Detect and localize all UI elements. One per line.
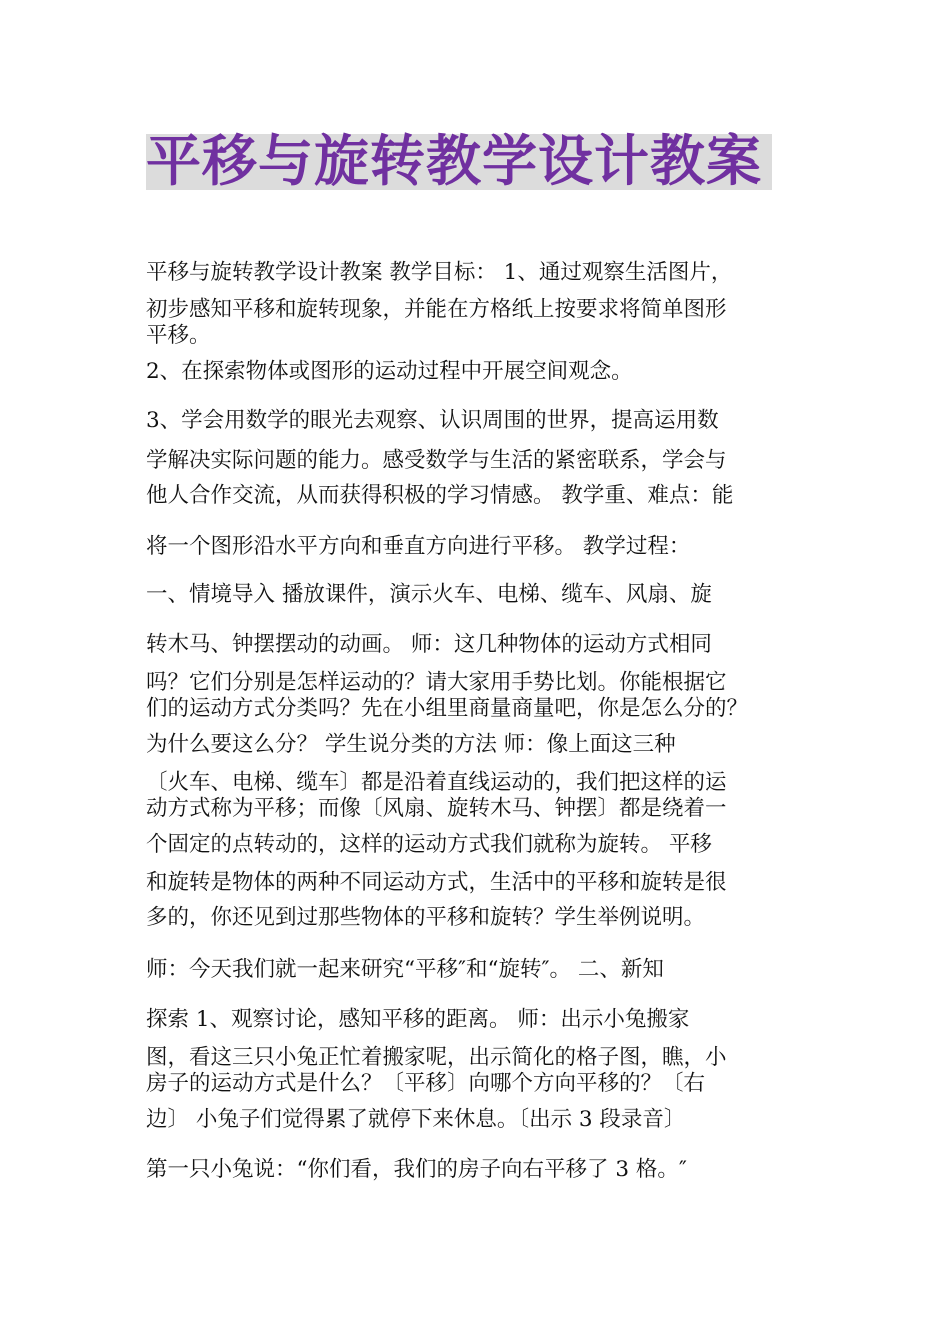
body-line-18: 多的，你还见到过那些物体的平移和旋转？学生举例说明。 (146, 905, 706, 930)
document-title: 平移与旋转教学设计教案 (146, 129, 763, 193)
body-line-8: 将一个图形沿水平方向和垂直方向进行平移。 教学过程： (146, 534, 691, 559)
body-line-17: 和旋转是物体的两种不同运动方式，生活中的平移和旋转是很 (146, 870, 727, 895)
body-line-14: 〔火车、电梯、缆车〕都是沿着直线运动的，我们把这样的运 (146, 770, 727, 795)
body-line-15: 动方式称为平移；而像〔风扇、旋转木马、钟摆〕都是绕着一 (146, 796, 727, 821)
body-line-19: 师：今天我们就一起来研究“平移″和“旋转″。 二、新知 (146, 957, 664, 982)
body-line-7: 他人合作交流，从而获得积极的学习情感。 教学重、难点：能 (146, 483, 734, 508)
body-line-9: 一、情境导入 播放课件，演示火车、电梯、缆车、风扇、旋 (146, 582, 712, 607)
body-line-1: 平移与旋转教学设计教案 教学目标： 1、通过观察生活图片， (146, 260, 733, 285)
body-line-6: 学解决实际问题的能力。感受数学与生活的紧密联系，学会与 (146, 448, 727, 473)
body-line-22: 房子的运动方式是什么？〔平移〕向哪个方向平移的？〔右 (146, 1071, 706, 1096)
body-line-11: 吗？它们分别是怎样运动的？请大家用手势比划。你能根据它 (146, 670, 727, 695)
body-line-12: 们的运动方式分类吗？先在小组里商量商量吧，你是怎么分的？ (146, 696, 749, 721)
body-line-4: 2、在探索物体或图形的运动过程中开展空间观念。 (146, 359, 633, 384)
body-line-5: 3、学会用数学的眼光去观察、认识周围的世界，提高运用数 (146, 408, 719, 433)
body-line-24: 第一只小兔说：“你们看，我们的房子向右平移了 3 格。″ (146, 1157, 687, 1182)
body-line-20: 探索 1、观察讨论，感知平移的距离。 师：出示小兔搬家 (146, 1007, 690, 1032)
body-line-3: 平移。 (146, 323, 211, 348)
body-line-13: 为什么要这么分？ 学生说分类的方法 师：像上面这三种 (146, 732, 676, 757)
body-line-2: 初步感知平移和旋转现象，并能在方格纸上按要求将简单图形 (146, 297, 727, 322)
body-line-23: 边〕 小兔子们觉得累了就停下来休息。〔出示 3 段录音〕 (146, 1107, 686, 1132)
body-line-21: 图，看这三只小兔正忙着搬家呢，出示简化的格子图，瞧，小 (146, 1045, 727, 1070)
body-line-16: 个固定的点转动的，这样的运动方式我们就称为旋转。 平移 (146, 832, 712, 857)
body-line-10: 转木马、钟摆摆动的动画。 师：这几种物体的运动方式相同 (146, 632, 712, 657)
